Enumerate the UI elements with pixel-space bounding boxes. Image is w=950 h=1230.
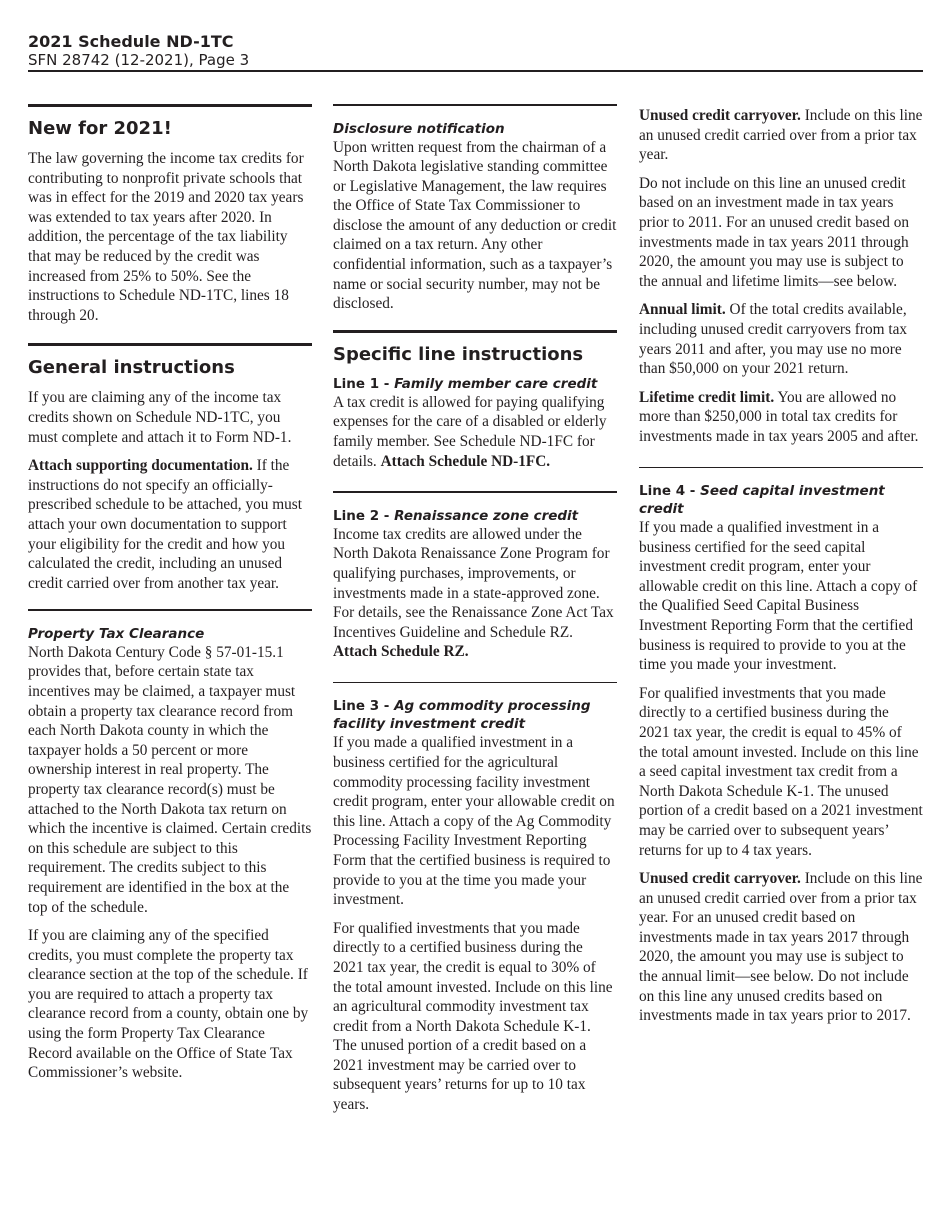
property-tax-clearance-text-1: North Dakota Century Code § 57-01-15.1 provides that, before certain state tax incentives may be claimed, a taxpayer must obtain a property tax clearance record from each North Dakota county in which the taxpayer holds a 50 percent or more ownership interest in real property. The property tax clearance record(s) must be attached to the North Dakota tax return on which the incentive is claimed. Certain credits on this schedule are subject to this requirement. The credits subject to this requirement are identified in the box at the top of the schedule. — [28, 643, 312, 916]
general-instructions-heading: General instructions — [28, 357, 235, 379]
carryover-2-lead: Unused credit carryover. — [639, 870, 801, 888]
page-header — [28, 32, 923, 70]
annual-limit-lead: Annual limit. — [639, 301, 726, 319]
line-3-title: Ag commodity processing facility investment credit — [333, 698, 591, 733]
specific-line-instructions-heading: Specific line instructions — [333, 343, 584, 365]
line-1-attach: Attach Schedule ND-1FC. — [380, 452, 551, 470]
line-1-title: Family member care credit — [394, 375, 598, 392]
section-rule — [333, 104, 617, 106]
carryover-2-paragraph — [639, 869, 923, 1026]
property-tax-clearance-heading: Property Tax Clearance — [28, 625, 205, 642]
line-2-title: Renaissance zone credit — [394, 507, 579, 524]
attach-documentation-text: If the instructions do not specify an officially-prescribed schedule to be attached, you must attach your own documentation to support your eligibility for the credit and how you calculated the credit, including an unused credit carried over from another tax year. — [28, 457, 302, 592]
property-tax-clearance-text-2: If you are claiming any of the specified credits, you must complete the property tax clearance section at the top of the schedule. If you are required to attach a property tax clearance record from a county, obtain one by using the form Property Tax Clearance Record available on the Office of State Tax Commissioner’s website. — [28, 927, 309, 1082]
line-1-prefix: Line 1 - — [333, 375, 395, 392]
carryover-text-2: Do not include on this line an unused credit based on an investment made in tax years prior to 2011. For an unused credit based on investments made in tax years 2011 through 2020, the amount you may use is subject to the annual and lifetime limits—see below. — [639, 174, 910, 290]
line-2-attach: Attach Schedule RZ. — [333, 643, 469, 661]
line-4-prefix: Line 4 - — [639, 483, 701, 499]
carryover-lead: Unused credit carryover. — [639, 107, 801, 124]
general-instructions-text: If you are claiming any of the income tax credits shown on Schedule ND-1TC, you must complete and attach it to Form ND-1. — [28, 389, 292, 446]
section-rule — [333, 330, 617, 333]
disclosure-notification-text: Upon written request from the chairman of a North Dakota legislative standing committee or Legislative Management, the law requires the Office of State Tax Commissioner to disclose the amount of any deduction or credit claimed on a tax return. Any other confidential information, such as a taxpayer’s name or social security number, may not be disclosed. — [333, 138, 617, 313]
line-3-text-1: If you made a qualified investment in a business certified for the agricultural commodity processing facility investment credit program, enter your allowable credit on this line. Attach a copy of the Ag Commodity Processing Facility Investment Reporting Form that the certified business is required to provide to you at the time you made your investment. — [333, 734, 615, 909]
section-rule — [28, 343, 312, 346]
line-3-prefix: Line 3 - — [333, 698, 395, 715]
line-4-title: Seed capital investment credit — [639, 483, 885, 517]
section-rule — [28, 609, 312, 611]
new-for-2021-heading: New for 2021! — [28, 118, 172, 139]
line-3-text-2: For qualified investments that you made directly to a certified business during the 2021 tax year, the credit is equal to 30% of the total amount invested. Include on this line an agricultural commodity investment tax credit from a North Dakota Schedule K-1. The unused portion of a credit based on a 2021 investment may be carried over to subsequent years’ returns for up to 10 tax years. — [333, 919, 613, 1114]
lifetime-limit-lead: Lifetime credit limit. — [639, 388, 775, 406]
carryover-paragraph — [639, 106, 923, 165]
column-2 — [333, 104, 617, 1124]
carryover-text: Include on this line an unused credit carried over from a prior tax year. — [639, 107, 923, 164]
section-rule — [639, 467, 923, 469]
section-rule — [333, 682, 617, 684]
attach-documentation-lead: Attach supporting documentation. — [28, 457, 253, 475]
lifetime-limit-text: You are allowed no more than $250,000 in total tax credits for investments made in tax years 2005 and after. — [639, 388, 919, 445]
line-2-heading — [333, 507, 617, 525]
line-4-text-1: If you made a qualified investment in a business certified for the seed capital investment credit program, enter your allowable credit on this line. Attach a copy of the Qualified Seed Capital Business Investment Reporting Form that the certified business is required to provide to you at the time you made your investment. — [639, 519, 918, 674]
line-1-heading — [333, 375, 617, 393]
line-2-text: Income tax credits are allowed under the North Dakota Renaissance Zone Program for qualifying purchases, improvements, or investments made in a state-approved zone. For details, see the Renaissance Zone Act Tax Incentives Guideline and Schedule RZ. — [333, 525, 614, 641]
new-for-2021-text: The law governing the income tax credits for contributing to nonprofit private schools that was in effect for the 2019 and 2020 tax years was extended to tax years after 2020. In addition, the percentage of the tax liability that may be reduced by the credit was increased from 25% to 50%. See the instructions to Schedule ND-1TC, lines 18 through 20. — [28, 150, 304, 324]
column-1 — [28, 104, 312, 1092]
form-number: SFN 28742 (12-2021), Page 3 — [28, 51, 250, 69]
line-4-heading — [639, 482, 923, 518]
annual-limit-paragraph — [639, 300, 923, 378]
line-1-paragraph — [333, 393, 617, 471]
line-2-prefix: Line 2 - — [333, 507, 395, 524]
header-rule — [28, 70, 923, 72]
line-4-text-2: For qualified investments that you made directly to a certified business during the 2021 tax year, the credit is equal to 45% of the total amount invested. Include on this line a seed capital investment tax credit from a North Dakota Schedule K-1. The unused portion of a credit based on a 2021 investment may be carried over to subsequent years’ returns for up to 4 tax years. — [639, 684, 923, 859]
line-2-paragraph — [333, 525, 617, 662]
line-3-heading — [333, 697, 617, 733]
annual-limit-text: Of the total credits available, including unused credit carryovers from tax years 2011 and after, you may use no more than $50,000 on your 2021 return. — [639, 301, 908, 378]
section-rule — [333, 491, 617, 493]
lifetime-limit-paragraph — [639, 388, 923, 447]
schedule-title: 2021 Schedule ND-1TC — [28, 32, 234, 51]
section-rule — [28, 104, 312, 107]
attach-documentation-paragraph — [28, 456, 312, 593]
line-1-text: A tax credit is allowed for paying qualifying expenses for the care of a disabled or elderly family member. See Schedule ND-1FC for details. — [333, 393, 607, 470]
disclosure-notification-heading: Disclosure notification — [333, 120, 505, 137]
carryover-2-text: Include on this line an unused credit carried over from a prior tax year. For an unused credit based on investments made in tax years 2017 through 2020, the amount you may use is subject to the annual limit—see below. Do not include on this line any unused credits based on investments made in tax years prior to 2017. — [639, 870, 923, 1025]
column-3 — [639, 106, 923, 1035]
